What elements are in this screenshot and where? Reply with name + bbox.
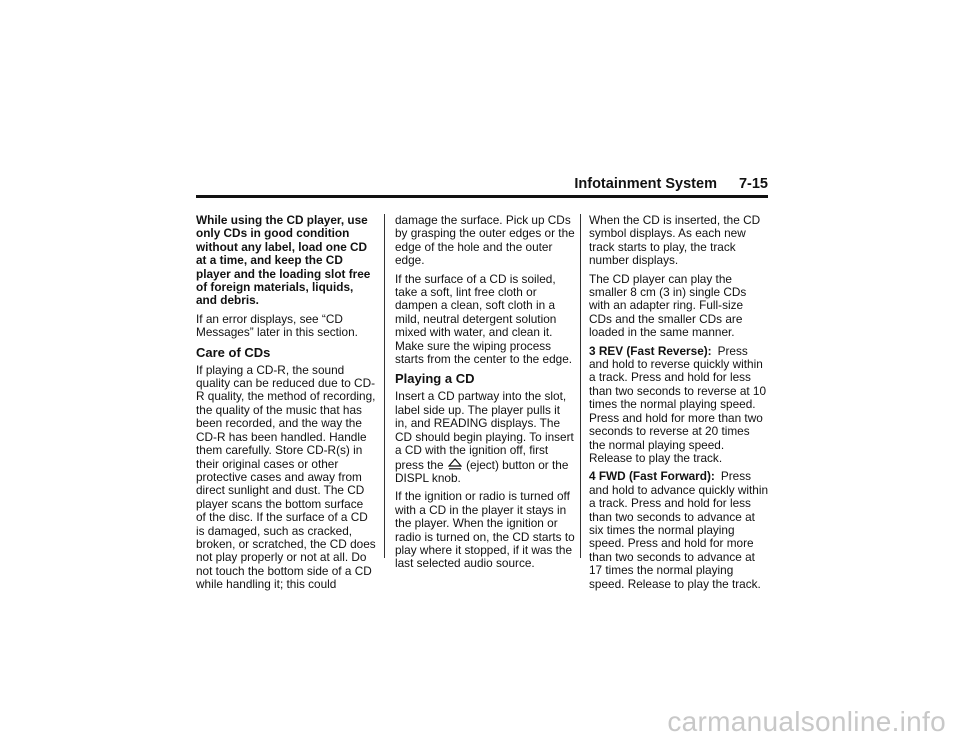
fast-reverse-text: Press and hold to reverse quickly within a track. Press and hold for less than two seconds to reverse at 10 times the normal playing speed. Press and hold for more than two seconds to reverse at 20 times the normal playing speed. Release to play the track. — [589, 343, 767, 465]
column-divider-1 — [384, 214, 385, 558]
header-rule — [196, 195, 768, 198]
insert-text: Insert a CD partway into the slot, label side up. The player pulls it in, and READING displays. The CD should begin playing. To insert a CD with the ignition off, first press the — [395, 389, 574, 472]
fast-reverse-paragraph — [589, 345, 769, 466]
eject-icon — [448, 458, 462, 470]
care-paragraph: If playing a CD-R, the sound quality can be reduced due to CD-R quality, the method of recording, the quality of the music that has been recorded, and the way the CD-R has been handled. Handle them carefully. Store CD-R(s) in their original cases or other protective cases and away from direct sunlight and dust. The CD player scans the bottom surface of the disc. If the surface of a CD is damaged, such as cracked, broken, or scratched, the CD does not play properly or not at all. Do not touch the bottom side of a CD while handling it; this could — [196, 362, 376, 592]
care-of-cds-heading: Care of CDs — [196, 344, 271, 360]
column-divider-2 — [580, 214, 581, 558]
error-paragraph: If an error displays, see “CD Messages” later in this section. — [196, 311, 358, 340]
ignition-paragraph: If the ignition or radio is turned off with a CD in the player it stays in the player. When the ignition or radio is turned on, the CD starts to play where it stopped, if it was the last selected audio source. — [395, 489, 575, 571]
watermark: carmanualsonline.info — [667, 706, 946, 737]
page-number: 7-15 — [738, 176, 768, 192]
small-cd-paragraph: The CD player can play the smaller 8 cm (3 in) single CDs with an adapter ring. Full-size CDs and the smaller CDs are loaded in the same manner. — [589, 271, 747, 340]
fast-reverse-term: 3 REV (Fast Reverse): — [589, 343, 712, 358]
column-2 — [395, 214, 575, 576]
column-3 — [589, 214, 769, 596]
fast-forward-paragraph — [589, 470, 769, 591]
cd-usage-warning: While using the CD player, use only CDs in good condition without any label, load one CD at a time, and keep the CD player and the loading slot free of foreign materials, liquids, and debris. — [196, 213, 371, 308]
playing-a-cd-heading: Playing a CD — [395, 371, 475, 387]
fast-forward-term: 4 FWD (Fast Forward): — [589, 469, 715, 484]
cleaning-paragraph: If the surface of a CD is soiled, take a soft, lint free cloth or dampen a clean, soft cloth in a mild, neutral detergent solution mixed with water, and clean it. Make sure the wiping process starts from the center to the edge. — [395, 271, 573, 367]
handling-paragraph: damage the surface. Pick up CDs by grasping the outer edges or the edge of the hole and the outer edge. — [395, 213, 575, 268]
eject-text: (eject) button or the DISPL knob. — [395, 457, 569, 485]
track-paragraph: When the CD is inserted, the CD symbol displays. As each new track starts to play, the track number displays. — [589, 213, 761, 268]
page-header — [196, 176, 768, 195]
column-1 — [196, 214, 376, 597]
insert-paragraph — [395, 390, 575, 485]
section-title: Infotainment System — [574, 176, 717, 192]
fast-forward-text: Press and hold to advance quickly within a track. Press and hold for less than two seconds to advance at six times the normal playing speed. Press and hold for more than two seconds to advance at 17 times the normal playing speed. Release to play the track. — [589, 469, 769, 591]
